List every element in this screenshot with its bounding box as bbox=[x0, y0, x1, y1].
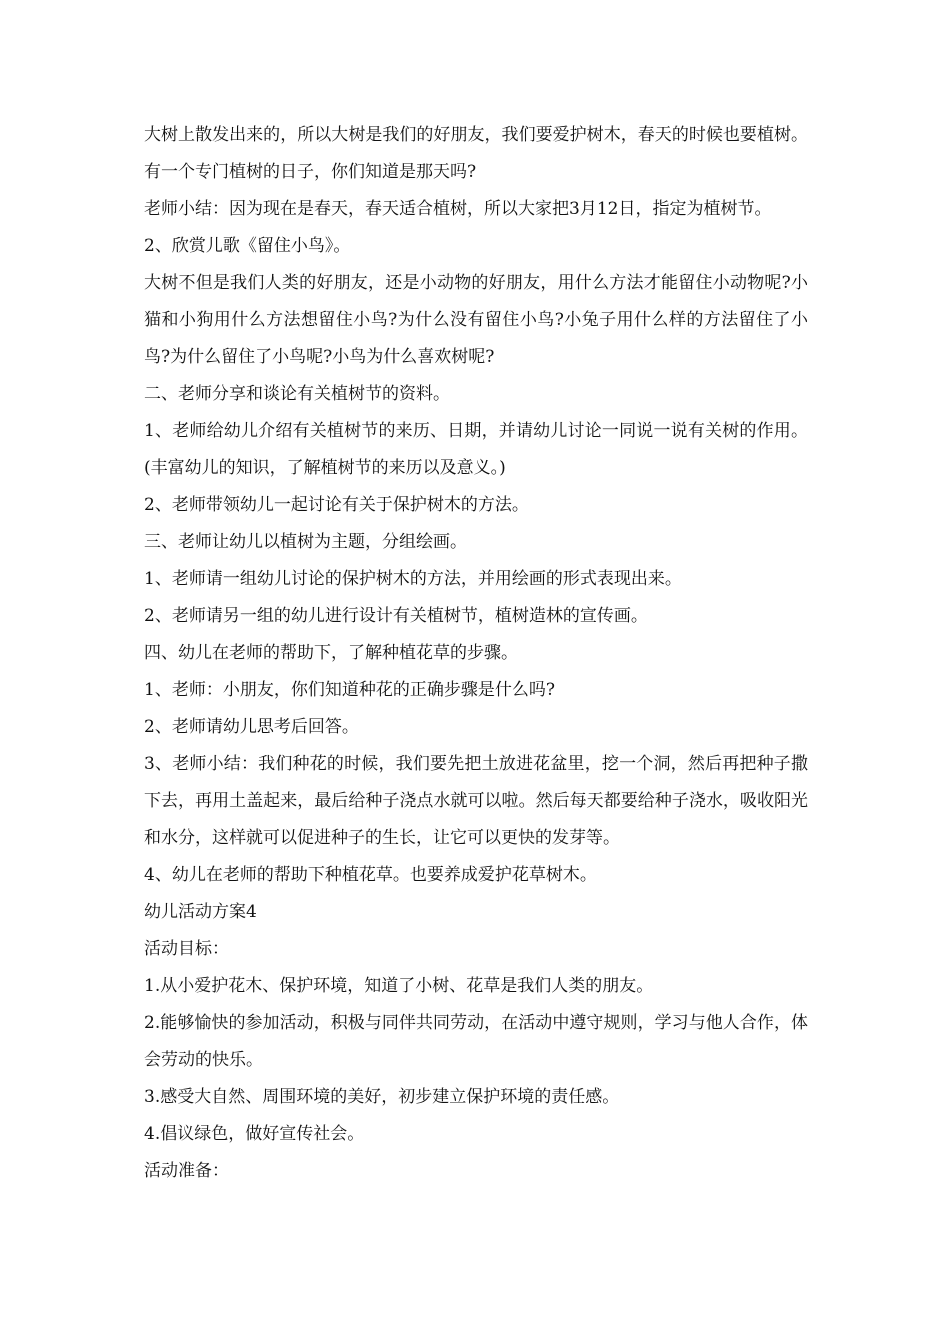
paragraph-13: 2、老师请幼儿思考后回答。 bbox=[144, 717, 359, 737]
paragraph-2: 老师小结：因为现在是春天，春天适合植树，所以大家把3月12日，指定为植树节。 bbox=[144, 199, 772, 219]
paragraph-7: 2、老师带领幼儿一起讨论有关于保护树木的方法。 bbox=[144, 495, 529, 515]
document-page bbox=[144, 117, 808, 1190]
paragraph-11: 四、幼儿在老师的帮助下，了解种植花草的步骤。 bbox=[144, 643, 518, 663]
paragraph-19: 2.能够愉快的参加活动，积极与同伴共同劳动，在活动中遵守规则，学习与他人合作，体会劳动的快乐。 bbox=[144, 1013, 808, 1070]
paragraph-14: 3、老师小结：我们种花的时候，我们要先把土放进花盆里，挖一个洞，然后再把种子撒下去，再用土盖起来，最后给种子浇点水就可以啦。然后每天都要给种子浇水，吸收阳光和水分，这样就可以促进种子的生长，让它可以更快的发芽等。 bbox=[144, 754, 808, 848]
paragraph-9: 1、老师请一组幼儿讨论的保护树木的方法，并用绘画的形式表现出来。 bbox=[144, 569, 682, 589]
paragraph-12: 1、老师：小朋友，你们知道种花的正确步骤是什么吗? bbox=[144, 680, 555, 700]
paragraph-8: 三、老师让幼儿以植树为主题，分组绘画。 bbox=[144, 532, 467, 552]
paragraph-4: 大树不但是我们人类的好朋友，还是小动物的好朋友，用什么方法才能留住小动物呢?小猫和小狗用什么方法想留住小鸟?为什么没有留住小鸟?小兔子用什么样的方法留住了小鸟?为什么留住了小鸟呢?小鸟为什么喜欢树呢? bbox=[144, 273, 808, 367]
paragraph-3: 2、欣赏儿歌《留住小鸟》。 bbox=[144, 236, 351, 256]
paragraph-18: 1.从小爱护花木、保护环境，知道了小树、花草是我们人类的朋友。 bbox=[144, 976, 654, 996]
paragraph-20: 3.感受大自然、周围环境的美好，初步建立保护环境的责任感。 bbox=[144, 1087, 620, 1107]
section-heading: 幼儿活动方案4 bbox=[144, 902, 257, 922]
paragraph-22: 活动准备： bbox=[144, 1161, 229, 1181]
paragraph-17: 活动目标： bbox=[144, 939, 229, 959]
paragraph-10: 2、老师请另一组的幼儿进行设计有关植树节，植树造林的宣传画。 bbox=[144, 606, 648, 626]
paragraph-1: 大树上散发出来的，所以大树是我们的好朋友，我们要爱护树木，春天的时候也要植树。有一个专门植树的日子，你们知道是那天吗? bbox=[144, 125, 808, 182]
paragraph-21: 4.倡议绿色，做好宣传社会。 bbox=[144, 1124, 365, 1144]
paragraph-6: 1、老师给幼儿介绍有关植树节的来历、日期，并请幼儿讨论一同说一说有关树的作用。(丰富幼儿的知识，了解植树节的来历以及意义。) bbox=[144, 421, 808, 478]
paragraph-15: 4、幼儿在老师的帮助下种植花草。也要养成爱护花草树木。 bbox=[144, 865, 597, 885]
paragraph-5: 二、老师分享和谈论有关植树节的资料。 bbox=[144, 384, 450, 404]
